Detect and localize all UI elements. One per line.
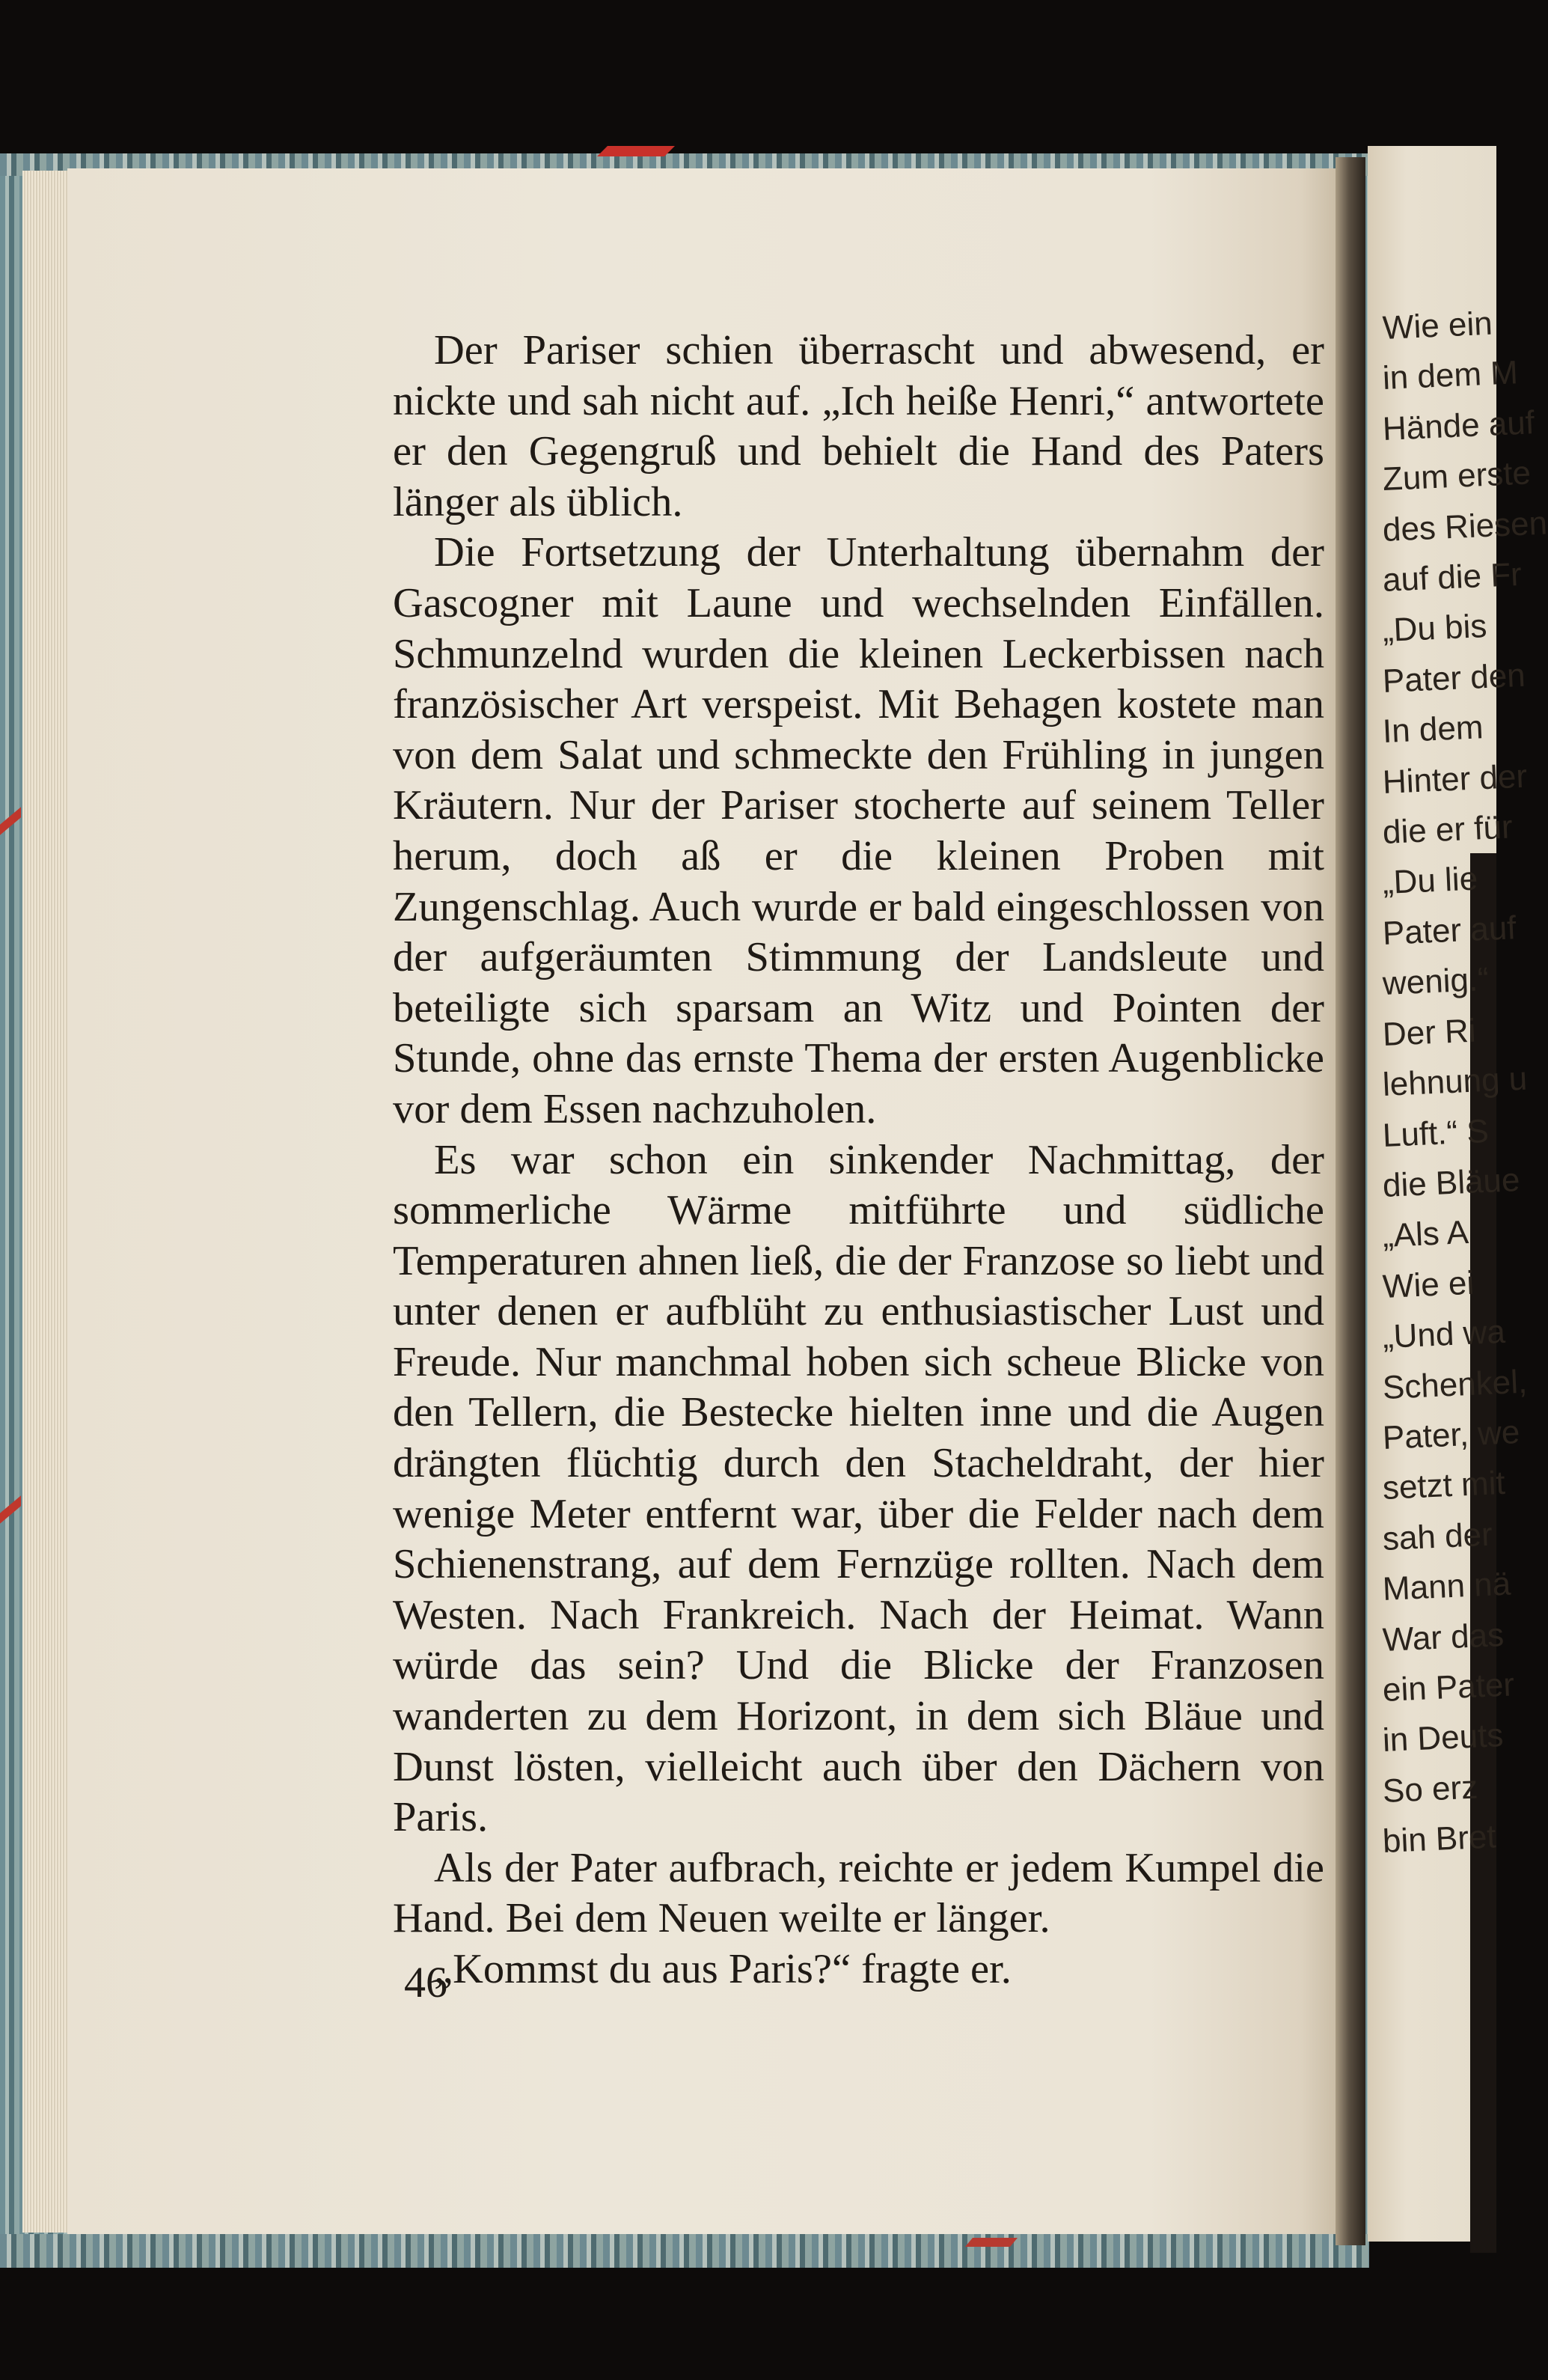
next-page-line: Wie ein	[1381, 305, 1493, 347]
next-page-line: War das	[1381, 1616, 1505, 1659]
next-page-line: Schenkel,	[1381, 1363, 1529, 1406]
next-page-line: die er für	[1381, 808, 1514, 852]
paragraph: Der Pariser schien überrascht und abwesend, er nickte und sah nicht auf. „Ich heiße Henri,“ antwortete er den Gegengruß und behielt die Hand des Paters länger als üblich.	[393, 327, 1324, 525]
next-page-line: Wie ei	[1381, 1264, 1475, 1305]
next-page-line: Hinter der	[1381, 757, 1529, 801]
next-page-line: sah der	[1381, 1516, 1493, 1557]
next-page-line: in dem M	[1381, 354, 1519, 397]
next-page-line: ein Pater	[1381, 1666, 1516, 1709]
next-page-line: In dem	[1381, 709, 1484, 751]
next-page-line: Zum erste	[1381, 454, 1532, 498]
next-page-line: Pater, we	[1381, 1413, 1521, 1456]
next-page-line: Luft.“ S	[1381, 1112, 1490, 1154]
paragraph: Als der Pater aufbrach, reichte er jedem Kumpel die Hand. Bei dem Neuen weilte er länger.	[393, 1844, 1324, 1942]
next-page-line: „Du bis	[1381, 608, 1488, 650]
paragraph: „Kommst du aus Paris?“ fragte er.	[434, 1946, 1012, 1992]
next-page-line: setzt mit	[1381, 1465, 1506, 1507]
next-page-line: Der Ri	[1381, 1012, 1477, 1053]
next-page-line: Hände auf	[1381, 403, 1535, 448]
next-page-text	[1381, 303, 1548, 1950]
book-gutter	[1336, 157, 1365, 2245]
next-page-line: lehnung u	[1381, 1060, 1529, 1104]
next-page-line: des Riesen	[1381, 504, 1548, 549]
next-page-line: bin Bret	[1381, 1818, 1497, 1861]
next-page-line: wenig.“	[1381, 961, 1490, 1003]
next-page-line: in Deuts	[1381, 1717, 1505, 1760]
paragraph: Es war schon ein sinkender Nachmittag, der sommerliche Wärme mitführte und südliche Temperaturen ahnen ließ, die der Franzose so liebt und unter denen er aufblüht zu enthusiastischer Lust und Freude. Nur manchmal hoben sich scheue Blicke von den Tellern, die Bestecke hielten inne und die Augen drängten flüchtig durch den Stacheldraht, der hier wenige Meter entfernt war, über die Felder nach dem Schienenstrang, auf dem Fernzüge rollten. Nach dem Westen. Nach Frankreich. Nach der Heimat. Wann würde das sein? Und die Blicke der Franzosen wanderten zu dem Horizont, in dem sich Bläue und Dunst lösten, vielleicht auch über den Dächern von Paris.	[393, 1136, 1324, 1841]
next-page-line: Pater auf	[1381, 909, 1517, 952]
next-page-line: Mann nä	[1381, 1565, 1512, 1608]
next-page-line: „Als A	[1381, 1214, 1469, 1255]
next-page-line: So erz	[1381, 1769, 1479, 1810]
bookmark-ribbon-bottom	[965, 2238, 1018, 2247]
next-page-line: die Bläue	[1381, 1161, 1521, 1204]
bookmark-ribbon-top	[597, 146, 675, 156]
page-edges	[22, 171, 71, 2233]
next-page-line: „Und wa	[1381, 1313, 1506, 1356]
page-text	[393, 326, 1324, 1995]
next-page-line: „Du lie	[1381, 860, 1479, 902]
paragraph: Die Fortsetzung der Unterhaltung übernahm der Gascogner mit Laune und wechselnden Einfällen. Schmunzelnd wurden die kleinen Leckerbissen nach französischer Art verspeist. Mit Behagen kostete man von dem Salat und schmeckte den Frühling in jungen Kräutern. Nur der Pariser stocherte auf seinem Teller herum, doch aß er die kleinen Proben mit Zungenschlag. Auch wurde er bald eingeschlossen von der aufgeräumten Stimmung der Landsleute und beteiligte sich sparsam an Witz und Pointen der Stunde, ohne das ernste Thema der ersten Augenblicke vor dem Essen nachzuholen.	[393, 529, 1324, 1132]
cover-edge-bottom	[0, 2234, 1369, 2268]
page-number: 46	[404, 1958, 447, 2007]
next-page-line: Pater den	[1381, 656, 1526, 700]
next-page-line: auf die Fr	[1381, 555, 1523, 599]
